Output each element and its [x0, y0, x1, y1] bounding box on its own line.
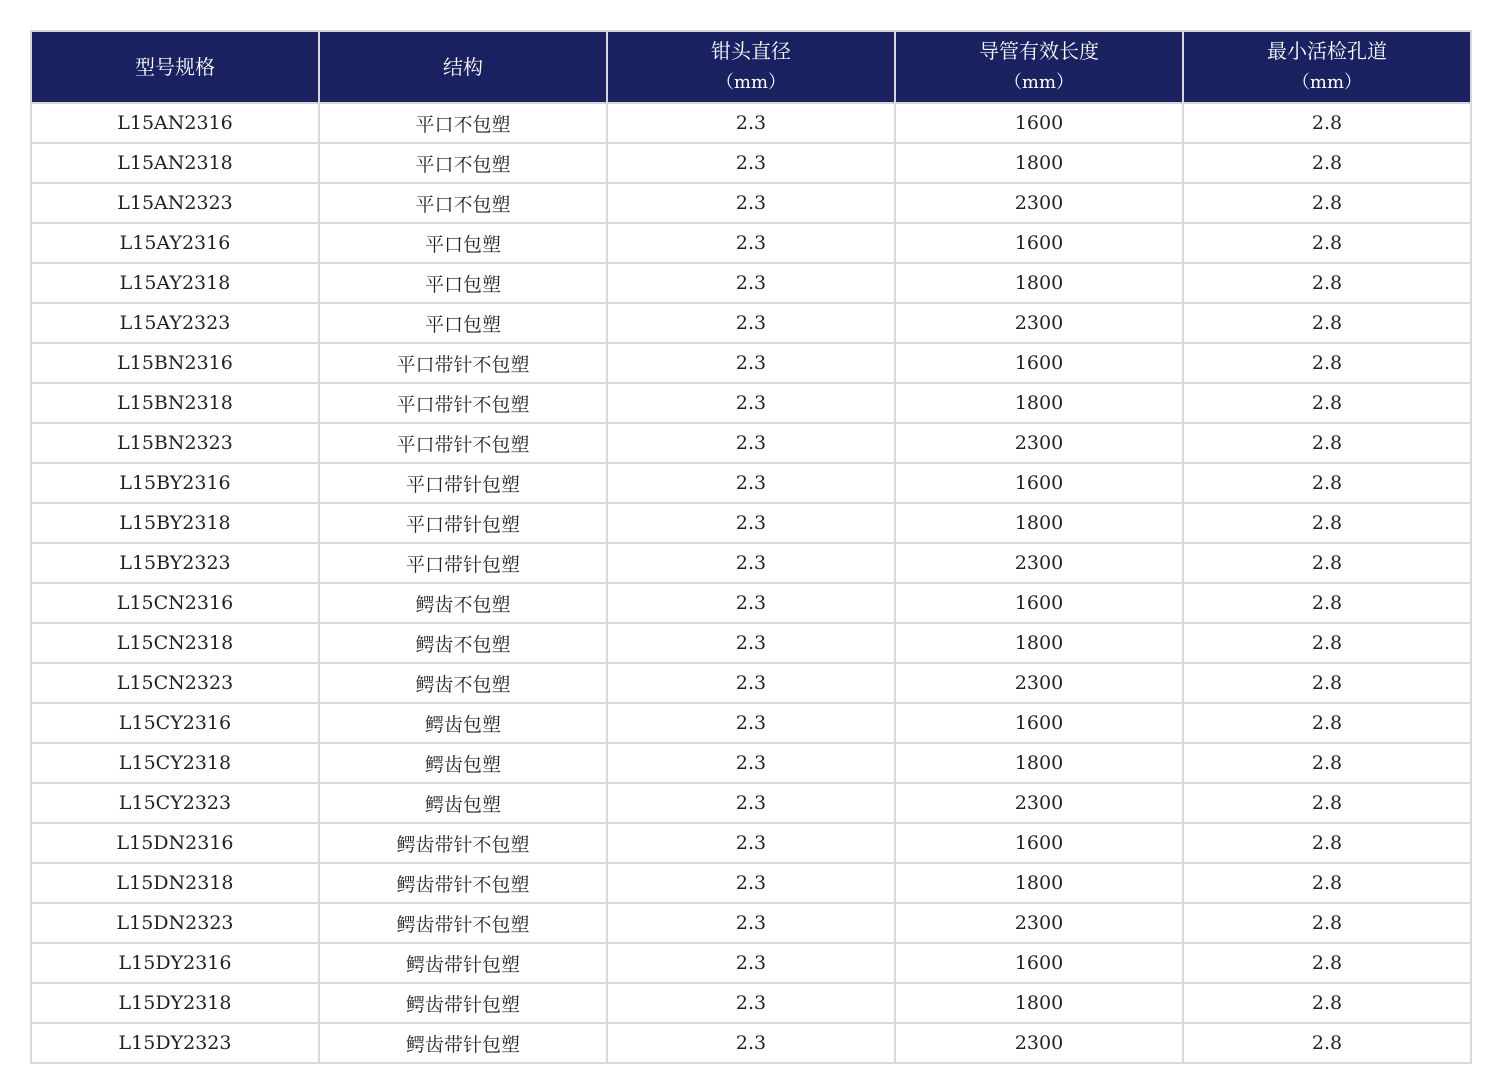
- cell-min-channel: 2.8: [1183, 543, 1471, 583]
- cell-min-channel: 2.8: [1183, 183, 1471, 223]
- cell-min-channel: 2.8: [1183, 823, 1471, 863]
- table-row: [31, 743, 1471, 783]
- table-row: [31, 463, 1471, 503]
- cell-structure: 平口包塑: [319, 303, 607, 343]
- table-row: [31, 1023, 1471, 1063]
- cell-min-channel: 2.8: [1183, 303, 1471, 343]
- table-row: [31, 983, 1471, 1023]
- cell-catheter-length: 1800: [895, 863, 1183, 903]
- table-row: [31, 623, 1471, 663]
- header-min-channel-title: 最小活检孔道: [1267, 39, 1387, 63]
- cell-catheter-length: 1600: [895, 103, 1183, 143]
- cell-structure: 平口包塑: [319, 223, 607, 263]
- cell-structure: 平口包塑: [319, 263, 607, 303]
- cell-catheter-length: 1800: [895, 503, 1183, 543]
- table-row: [31, 663, 1471, 703]
- table-row: [31, 503, 1471, 543]
- table-row: [31, 543, 1471, 583]
- table-row: [31, 863, 1471, 903]
- cell-catheter-length: 1600: [895, 343, 1183, 383]
- cell-jaw-diameter: 2.3: [607, 343, 895, 383]
- cell-model: L15BY2316: [31, 463, 319, 503]
- cell-catheter-length: 1800: [895, 143, 1183, 183]
- cell-model: L15BN2316: [31, 343, 319, 383]
- spec-table-container: [30, 30, 1472, 1064]
- cell-jaw-diameter: 2.3: [607, 583, 895, 623]
- cell-structure: 平口带针包塑: [319, 543, 607, 583]
- cell-model: L15BY2318: [31, 503, 319, 543]
- cell-min-channel: 2.8: [1183, 983, 1471, 1023]
- cell-structure: 平口不包塑: [319, 143, 607, 183]
- cell-min-channel: 2.8: [1183, 343, 1471, 383]
- table-row: [31, 943, 1471, 983]
- cell-catheter-length: 1600: [895, 823, 1183, 863]
- cell-structure: 平口带针不包塑: [319, 343, 607, 383]
- cell-min-channel: 2.8: [1183, 583, 1471, 623]
- header-min-channel-unit: （mm）: [1291, 72, 1363, 93]
- header-structure: [319, 31, 607, 103]
- cell-model: L15DY2316: [31, 943, 319, 983]
- cell-structure: 平口带针不包塑: [319, 383, 607, 423]
- table-row: [31, 823, 1471, 863]
- header-row: [31, 31, 1471, 103]
- cell-model: L15CY2318: [31, 743, 319, 783]
- cell-jaw-diameter: 2.3: [607, 103, 895, 143]
- cell-model: L15BY2323: [31, 543, 319, 583]
- cell-catheter-length: 2300: [895, 423, 1183, 463]
- cell-structure: 平口带针不包塑: [319, 423, 607, 463]
- cell-min-channel: 2.8: [1183, 663, 1471, 703]
- cell-structure: 鳄齿不包塑: [319, 623, 607, 663]
- cell-jaw-diameter: 2.3: [607, 503, 895, 543]
- cell-min-channel: 2.8: [1183, 863, 1471, 903]
- header-jaw-diameter: [607, 31, 895, 103]
- cell-model: L15CY2323: [31, 783, 319, 823]
- cell-structure: 平口不包塑: [319, 183, 607, 223]
- table-row: [31, 583, 1471, 623]
- cell-catheter-length: 1600: [895, 943, 1183, 983]
- cell-jaw-diameter: 2.3: [607, 383, 895, 423]
- cell-model: L15AN2318: [31, 143, 319, 183]
- cell-model: L15BN2323: [31, 423, 319, 463]
- cell-catheter-length: 1600: [895, 463, 1183, 503]
- cell-jaw-diameter: 2.3: [607, 743, 895, 783]
- cell-jaw-diameter: 2.3: [607, 903, 895, 943]
- cell-jaw-diameter: 2.3: [607, 143, 895, 183]
- cell-structure: 平口带针包塑: [319, 503, 607, 543]
- cell-jaw-diameter: 2.3: [607, 983, 895, 1023]
- spec-table-header: [31, 31, 1471, 103]
- cell-jaw-diameter: 2.3: [607, 183, 895, 223]
- cell-model: L15DN2316: [31, 823, 319, 863]
- cell-catheter-length: 2300: [895, 183, 1183, 223]
- cell-min-channel: 2.8: [1183, 943, 1471, 983]
- cell-catheter-length: 1800: [895, 743, 1183, 783]
- cell-jaw-diameter: 2.3: [607, 623, 895, 663]
- cell-jaw-diameter: 2.3: [607, 783, 895, 823]
- cell-model: L15DY2323: [31, 1023, 319, 1063]
- cell-model: L15BN2318: [31, 383, 319, 423]
- cell-structure: 鳄齿带针不包塑: [319, 823, 607, 863]
- cell-catheter-length: 2300: [895, 1023, 1183, 1063]
- cell-model: L15AN2316: [31, 103, 319, 143]
- cell-model: L15DN2323: [31, 903, 319, 943]
- cell-min-channel: 2.8: [1183, 743, 1471, 783]
- header-catheter-length-title: 导管有效长度: [979, 39, 1099, 63]
- cell-min-channel: 2.8: [1183, 703, 1471, 743]
- cell-structure: 鳄齿包塑: [319, 703, 607, 743]
- cell-catheter-length: 1600: [895, 223, 1183, 263]
- cell-model: L15CN2323: [31, 663, 319, 703]
- table-row: [31, 223, 1471, 263]
- header-model-title: 型号规格: [135, 54, 215, 79]
- cell-jaw-diameter: 2.3: [607, 263, 895, 303]
- cell-structure: 鳄齿带针包塑: [319, 1023, 607, 1063]
- table-row: [31, 143, 1471, 183]
- header-catheter-length-unit: （mm）: [1003, 72, 1075, 93]
- cell-catheter-length: 1800: [895, 383, 1183, 423]
- cell-jaw-diameter: 2.3: [607, 463, 895, 503]
- cell-model: L15AY2316: [31, 223, 319, 263]
- header-catheter-length: [895, 31, 1183, 103]
- cell-model: L15CY2316: [31, 703, 319, 743]
- cell-catheter-length: 1800: [895, 983, 1183, 1023]
- cell-min-channel: 2.8: [1183, 463, 1471, 503]
- cell-min-channel: 2.8: [1183, 383, 1471, 423]
- cell-catheter-length: 1600: [895, 583, 1183, 623]
- cell-min-channel: 2.8: [1183, 903, 1471, 943]
- cell-structure: 鳄齿包塑: [319, 783, 607, 823]
- cell-jaw-diameter: 2.3: [607, 543, 895, 583]
- cell-catheter-length: 1600: [895, 703, 1183, 743]
- cell-structure: 平口不包塑: [319, 103, 607, 143]
- table-row: [31, 703, 1471, 743]
- cell-structure: 鳄齿带针包塑: [319, 943, 607, 983]
- cell-structure: 鳄齿不包塑: [319, 663, 607, 703]
- cell-catheter-length: 1800: [895, 263, 1183, 303]
- header-structure-title: 结构: [443, 54, 483, 79]
- cell-min-channel: 2.8: [1183, 423, 1471, 463]
- table-row: [31, 263, 1471, 303]
- table-row: [31, 183, 1471, 223]
- cell-jaw-diameter: 2.3: [607, 303, 895, 343]
- cell-model: L15CN2318: [31, 623, 319, 663]
- table-row: [31, 303, 1471, 343]
- cell-structure: 平口带针包塑: [319, 463, 607, 503]
- spec-table-body: [31, 103, 1471, 1063]
- spec-table: [30, 30, 1472, 1064]
- table-row: [31, 383, 1471, 423]
- cell-model: L15AN2323: [31, 183, 319, 223]
- table-row: [31, 103, 1471, 143]
- cell-structure: 鳄齿不包塑: [319, 583, 607, 623]
- table-row: [31, 903, 1471, 943]
- cell-structure: 鳄齿包塑: [319, 743, 607, 783]
- header-jaw-diameter-unit: （mm）: [715, 72, 787, 93]
- cell-catheter-length: 2300: [895, 663, 1183, 703]
- cell-jaw-diameter: 2.3: [607, 943, 895, 983]
- cell-model: L15AY2323: [31, 303, 319, 343]
- cell-min-channel: 2.8: [1183, 103, 1471, 143]
- cell-structure: 鳄齿带针不包塑: [319, 903, 607, 943]
- cell-model: L15DN2318: [31, 863, 319, 903]
- cell-min-channel: 2.8: [1183, 503, 1471, 543]
- header-jaw-diameter-title: 钳头直径: [711, 39, 791, 63]
- cell-jaw-diameter: 2.3: [607, 423, 895, 463]
- table-row: [31, 423, 1471, 463]
- cell-jaw-diameter: 2.3: [607, 863, 895, 903]
- cell-model: L15AY2318: [31, 263, 319, 303]
- cell-min-channel: 2.8: [1183, 783, 1471, 823]
- cell-catheter-length: 2300: [895, 783, 1183, 823]
- cell-min-channel: 2.8: [1183, 223, 1471, 263]
- cell-structure: 鳄齿带针不包塑: [319, 863, 607, 903]
- cell-model: L15CN2316: [31, 583, 319, 623]
- cell-min-channel: 2.8: [1183, 1023, 1471, 1063]
- cell-min-channel: 2.8: [1183, 623, 1471, 663]
- table-row: [31, 343, 1471, 383]
- cell-jaw-diameter: 2.3: [607, 703, 895, 743]
- header-min-channel: [1183, 31, 1471, 103]
- cell-catheter-length: 2300: [895, 903, 1183, 943]
- cell-jaw-diameter: 2.3: [607, 223, 895, 263]
- header-model: [31, 31, 319, 103]
- cell-jaw-diameter: 2.3: [607, 823, 895, 863]
- cell-model: L15DY2318: [31, 983, 319, 1023]
- cell-jaw-diameter: 2.3: [607, 663, 895, 703]
- cell-catheter-length: 2300: [895, 303, 1183, 343]
- table-row: [31, 783, 1471, 823]
- cell-catheter-length: 2300: [895, 543, 1183, 583]
- cell-structure: 鳄齿带针包塑: [319, 983, 607, 1023]
- cell-min-channel: 2.8: [1183, 263, 1471, 303]
- cell-jaw-diameter: 2.3: [607, 1023, 895, 1063]
- cell-catheter-length: 1800: [895, 623, 1183, 663]
- cell-min-channel: 2.8: [1183, 143, 1471, 183]
